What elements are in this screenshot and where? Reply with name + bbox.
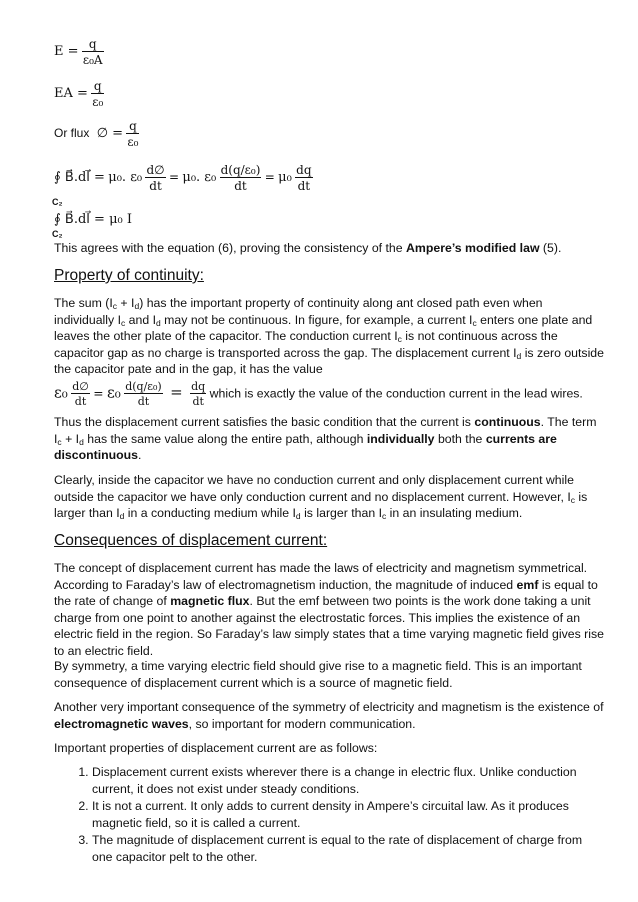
equation-e-field: E = $\frac{q}{\text{ε₀A}}$	[54, 37, 103, 67]
consistency-sentence: This agrees with the equation (6), proving the consistency of the Ampere’s modified law (5).	[54, 241, 562, 255]
list-item: 3. The magnitude of displacement current is equal to the rate of displacement of charge from one capacitor pelt to the other.	[92, 832, 606, 865]
paragraph-consequences-intro: The concept of displacement current has made the laws of electricity and magnetism symmetrical. According to Faraday’s law of electromagnetism induction, the magnitude of induced emf is equal to the rate of change of magnetic flux. But the emf between two points is the work done taking a unit charge from one point to another against the electrostatic forces. This implies the existence of an electric field in the region. So Faraday’s law simply states that a time varying magnetic field gives rise to an electric field.	[54, 561, 604, 658]
list-item: 1. Displacement current exists wherever there is a change in electric flux. Unlike conduction current, it does not exist under steady conditions.	[92, 764, 606, 797]
equation-line-integral: ∮ B⃗.dl⃗ = μ₀. ε₀ $\frac{d\emptyset}{dt}$ = μ₀. ε₀ $\frac{\text{d(q/ε₀)}}{dt}$ = μ₀ $\frac{dq}{dt}$	[54, 163, 312, 193]
equation-ampere: ∮ B⃗.dl⃗ = μ₀ I	[54, 212, 132, 227]
list-item: 2. It is not a current. It only adds to current density in Ampere’s circuital law. As it produces magnetic field, so it is called a current.	[92, 798, 606, 831]
properties-list	[54, 764, 606, 866]
section-heading-consequences: Consequences of displacement current:	[54, 532, 328, 549]
equation-ea: EA = $\frac{q}{\text{ε₀}}$	[54, 79, 104, 109]
equation-flux: Or flux ∅ = $\frac{q}{\text{ε₀}}$	[54, 119, 139, 149]
paragraph-continuity-conclusion: Thus the displacement current satisfies the basic condition that the current is continuous. The term $I_c + I_d$ has the same value along the entire path, although individually both the currents are discontinuous.	[54, 415, 597, 462]
paragraph-continuity-intro: The sum $(I_c + I_d)$ has the important property of continuity along ant closed path even when individually $I_c$ and $I_d$ may not be continuous. In figure, for example, a current $I_c$ enters one plate and leaves the other plate of the capacitor. The conduction current $I_c$ is not continuous across the capacitor gap as no charge is transported across the gap. The displacement current $I_d$ is zero outside the capacitor pate and in the gap, it has the value	[54, 296, 604, 376]
paragraph-continuity-media: Clearly, inside the capacitor we have no conduction current and only displacement current while outside the capacitor we have only conduction current and no displacement current. However, $I_c$ is larger than $I_d$ in a conducting medium while $I_d$ is larger than $I_c$ in an insulating medium.	[54, 473, 588, 521]
equation-displacement: ε₀ $\frac{d\emptyset}{dt}$ = ε₀ $\frac{\text{d(q/ε₀)}}{dt}$ = $\frac{dq}{dt}$ which is exactly the value of the conduction current in the lead wires.	[54, 380, 583, 408]
contour-label: C₂	[52, 229, 63, 239]
section-heading-continuity: Property of continuity:	[54, 267, 204, 284]
paragraph-symmetry: By symmetry, a time varying electric field should give rise to a magnetic field. This is an important consequence of displacement current which is a source of magnetic field.	[54, 659, 582, 690]
paragraph-properties-intro: Important properties of displacement current are as follows:	[54, 741, 378, 755]
contour-label: C₂	[52, 197, 63, 207]
paragraph-em-waves: Another very important consequence of the symmetry of electricity and magnetism is the existence of electromagnetic waves, so important for modern communication.	[54, 700, 604, 731]
